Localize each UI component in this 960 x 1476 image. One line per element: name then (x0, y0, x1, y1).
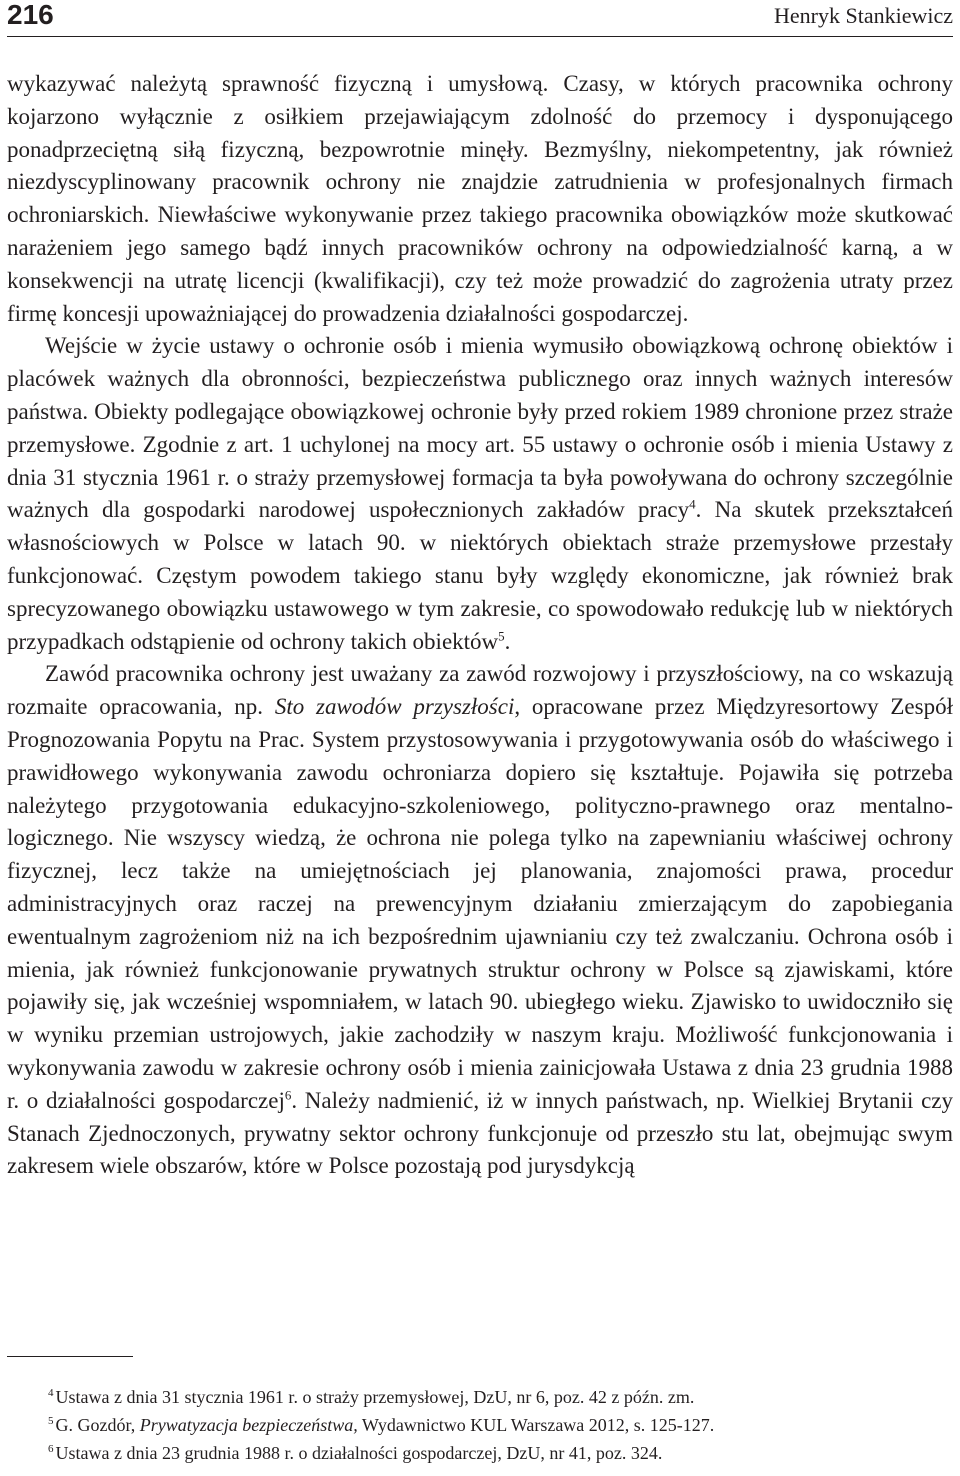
paragraph (7, 330, 953, 658)
text-segment: wykazywać należytą sprawność fizyczną i umysłową. Czasy, w których pracownika ochrony kojarzono wyłącznie z osiłkiem przejawiającym zdolność do przemocy i dysponującego ponadprzeciętną siłą fizyczną, bezpowrotnie minęły. Bezmyślny, niekompetentny, jak również niezdyscyplinowany pracownik ochrony nie znajdzie zatrudnienia w profesjonalnych firmach ochroniarskich. Niewłaściwe wykonywanie przez takiego pracownika obowiązków może skutkować narażeniem jego samego bądź innych pracowników ochrony na odpowiedzialność karną, a w konsekwencji na utratę licencji (kwalifikacji), czy też może prowadzić do zagrożenia utraty przez firmę koncesji upoważniającej do prowadzenia działalności gospodarczej. (7, 71, 953, 326)
footnote-separator (7, 1356, 133, 1357)
footnote-text: Ustawa z dnia 31 stycznia 1961 r. o straży przemysłowej, DzU, nr 6, poz. 42 z późn. zm. (55, 1387, 695, 1407)
footnote-reference: 6 (284, 1087, 292, 1103)
running-head: Henryk Stankiewicz (774, 3, 953, 28)
text-segment: Zawód pracownika ochrony jest uważany za zawód rozwojowy i przyszłościowy, na co wskazują rozmaite opracowania, np. (7, 661, 953, 720)
page-number: 216 (7, 0, 54, 30)
footnote-text: Ustawa z dnia 23 grudnia 1988 r. o działalności gospodarczej, DzU, nr 41, poz. 324. (55, 1443, 663, 1463)
page-header (7, 0, 953, 37)
paragraph (7, 68, 953, 330)
footnote-marker: 6 (48, 1443, 54, 1455)
text-segment: . (504, 628, 511, 654)
text-segment: , opracowane przez Międzyresortowy Zespół Prognozowania Popytu na Prac. System przystosowywania i przygotowywania osób do właściwego i prawidłowego wykonywania zawodu ochroniarza dopiero się kształtuje. Pojawiła się potrzeba należytego przygotowania edukacyjno-szkoleniowego, polityczno-prawnego oraz mentalno-logicznego. Nie wszyscy wiedzą, że ochrona nie polega tylko na zapewnianiu właściwej ochrony fizycznej, lecz także na umiejętnościach jej planowania, znajomości prawa, procedur administracyjnych oraz raczej na prewencyjnym działaniu zmierzającym do zapobiegania ewentualnym zagrożeniom niż na ich bezpośrednim ujawnianiu czy też zwalczaniu. Ochrona osób i mienia, jak również funkcjonowanie prywatnych struktur ochrony w Polsce są zjawiskami, które pojawiły się, jak wcześniej wspomniałem, w latach 90. ubiegłego wieku. Zjawisko to uwidoczniło się w wyniku przemian ustrojowych, jakie zachodziły w naszym kraju. Możliwość funkcjonowania i wykonywania zawodu w zakresie ochrony osób i mienia zainicjowała Ustawa z dnia 23 grudnia 1988 r. o działalności gospodarczej (7, 694, 953, 1113)
footnotes (48, 1383, 953, 1467)
text-segment: Wejście w życie ustawy o ochronie osób i mienia wymusiło obowiązkową ochronę obiektów i placówek ważnych dla obronności, bezpieczeństwa publicznego oraz innych ważnych interesów państwa. Obiekty podlegające obowiązkowej ochronie były przed rokiem 1989 chronione przez straże przemysłowe. Zgodnie z art. 1 uchylonej na mocy art. 55 ustawy o ochronie osób i mienia Ustawy z dnia 31 stycznia 1961 r. o straży przemysłowej formacja ta była powoływana do ochrony szczególnie ważnych dla gospodarki narodowej uspołecznionych zakładów pracy (7, 333, 953, 523)
text-segment: . Należy nadmienić, iż w innych państwach, np. Wielkiej Brytanii czy Stanach Zjednoczonych, prywatny sektor ochrony funkcjonuje od przeszło stu lat, obejmując swym zakresem wiele obszarów, które w Polsce pozostają pod jurysdykcją (7, 1087, 954, 1179)
footnote-text: Wydawnictwo KUL Warszawa 2012, s. 125-127. (357, 1415, 715, 1435)
footnote-reference: 4 (689, 496, 696, 512)
footnote-marker: 5 (48, 1415, 54, 1427)
footnote-marker: 4 (48, 1387, 54, 1399)
header-rule (7, 36, 953, 37)
text-segment: . Na skutek przekształceń własnościowych w Polsce w latach 90. w niektórych obiektach straże przemysłowe przestały funkcjonować. Częstym powodem takiego stanu były względy ekonomiczne, jak również brak sprecyzowanego obowiązku ustawowego w tym zakresie, co spowodowało redukcję lub w niektórych przypadkach odstąpienie od ochrony takich obiektów (7, 497, 953, 654)
footnote-text: G. Gozdór, (55, 1415, 140, 1435)
footnote-reference: 5 (498, 627, 505, 643)
footnote (48, 1383, 953, 1411)
italic-text: Sto zawodów przyszłości (274, 694, 515, 720)
paragraph (7, 658, 953, 1183)
body-text (7, 68, 953, 1183)
footnote (48, 1411, 953, 1439)
footnote-italic-text: Prywatyzacja bezpieczeństwa, (139, 1415, 358, 1435)
footnote (48, 1439, 953, 1467)
